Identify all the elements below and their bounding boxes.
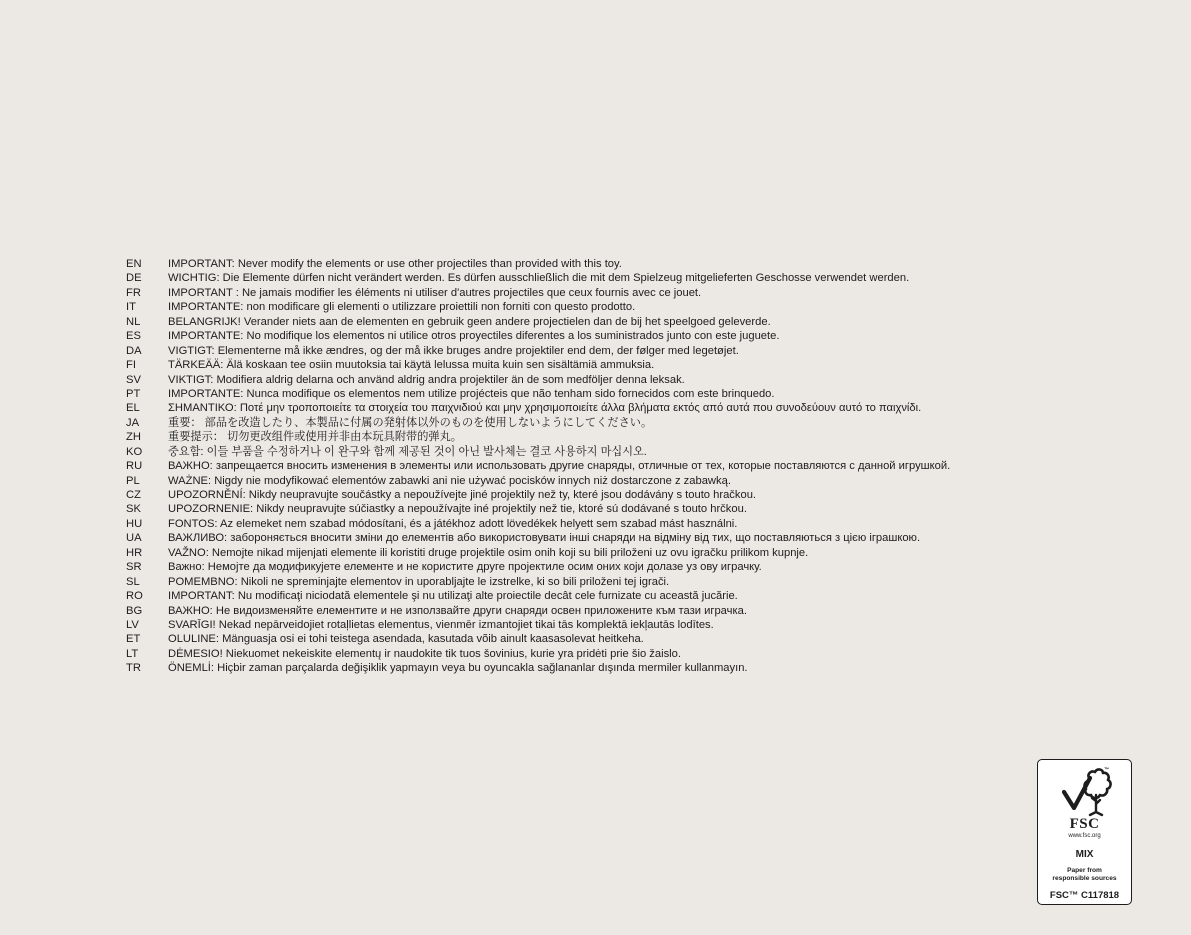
language-code: FR (126, 286, 141, 299)
warning-text: ÖNEMLİ: Hiçbir zaman parçalarda değişiklik yapmayın veya bu oyuncakla sağlananlar dışında mermiler kullanmayın. (168, 662, 748, 675)
warning-row-fr (126, 286, 1176, 300)
warning-row-ja (126, 416, 1176, 430)
warning-text: ВАЖНО: запрещается вносить изменения в элементы или использовать другие снаряды, отличные от тех, которые поставляются с данной игрушкой. (168, 460, 951, 473)
fsc-claim-line-2: responsible sources (1052, 875, 1117, 882)
fsc-wordmark: FSC (1069, 816, 1100, 832)
warning-row-nl (126, 315, 1176, 329)
warning-text: IMPORTANT : Ne jamais modifier les éléments ni utiliser d'autres projectiles que ceux fournis avec ce jouet. (168, 286, 702, 299)
warning-text: Важно: Немојте да модификујете елементе и не користите друге пројектиле осим оних који долазе уз ову играчку. (168, 561, 762, 574)
language-code: ZH (126, 431, 141, 444)
warning-row-el (126, 401, 1176, 415)
language-code: PT (126, 387, 141, 400)
warning-row-pl (126, 474, 1176, 488)
fsc-claim (1038, 867, 1131, 883)
warning-text: IMPORTANTE: No modifique los elementos ni utilice otros proyectiles diferentes a los suministrados junto con este juguete. (168, 330, 780, 343)
warning-row-cz (126, 488, 1176, 502)
warning-text: ΣΗΜΑΝΤΙΚΟ: Ποτέ μην τροποποιείτε τα στοιχεία του παιχνιδιού και μην χρησιμοποιείτε άλλα βλήματα εκτός από αυτά που συνοδεύουν αυτό το παιχνίδι. (168, 402, 922, 415)
language-code: PL (126, 474, 140, 487)
language-code: KO (126, 445, 143, 458)
language-code: HR (126, 546, 143, 559)
language-code: RU (126, 460, 143, 473)
warning-row-tr (126, 661, 1176, 675)
language-code: ET (126, 633, 141, 646)
warning-row-lv (126, 618, 1176, 632)
language-code: CZ (126, 489, 141, 501)
warning-text: ВАЖЛИВО: забороняється вносити зміни до елементів або використовувати інші снаряди на відміну від тих, що поставляються з цією іграшкою. (168, 532, 921, 545)
language-code: HU (126, 517, 143, 530)
warning-row-lt (126, 647, 1176, 661)
warning-row-sl (126, 575, 1176, 589)
language-code: RO (126, 590, 143, 603)
language-code: SL (126, 575, 140, 588)
fsc-tree-check-icon (1056, 768, 1116, 818)
warning-text: IMPORTANTE: non modificare gli elementi o utilizzare proiettili non forniti con questo prodotto. (168, 301, 636, 314)
language-code: DA (126, 344, 142, 357)
warning-text: OLULINE: Mänguasja osi ei tohi teistega asendada, kasutada võib ainult kaasasolevat heitkeha. (168, 633, 644, 646)
warning-row-en (126, 257, 1176, 271)
language-code: JA (126, 416, 140, 429)
trademark-mark: ™ (1104, 767, 1109, 773)
fsc-category-label: MIX (1075, 849, 1094, 860)
warning-row-da (126, 344, 1176, 358)
warning-text: VIGTIGT: Elementerne må ikke ændres, og der må ikke bruges andre projektiler end dem, der følger med legetøjet. (168, 344, 739, 357)
warning-row-sr (126, 560, 1176, 574)
language-code: IT (126, 301, 136, 314)
warning-row-fi (126, 358, 1176, 372)
warning-row-pt (126, 387, 1176, 401)
warning-text: IMPORTANTE: Nunca modifique os elementos nem utilize projécteis que não tenham sido fornecidos com este brinquedo. (168, 387, 775, 400)
warning-text: IMPORTANT: Never modify the elements or use other projectiles than provided with this toy. (168, 258, 622, 270)
warning-row-sv (126, 373, 1176, 387)
warning-text: ВАЖНО: Не видоизменяйте елементите и не използвайте други снаряди освен приложените към тази играчка. (168, 604, 747, 617)
language-code: SK (126, 503, 141, 516)
warning-row-it (126, 300, 1176, 314)
warning-text: WAŻNE: Nigdy nie modyfikować elementów zabawki ani nie używać pocisków innych niż dostarczone z zabawką. (168, 474, 731, 487)
warning-text: TÄRKEÄÄ: Älä koskaan tee osiin muutoksia tai käytä lelussa muita kuin sen sisältämiä ammuksia. (168, 359, 655, 372)
language-code: SV (126, 373, 141, 386)
fsc-claim-line-1: Paper from (1067, 867, 1102, 874)
warning-row-sk (126, 502, 1176, 516)
warning-text: 重要： 部品を改造したり、本製品に付属の発射体以外のものを使用しないようにしてください。 (168, 416, 653, 429)
language-code: SR (126, 561, 142, 574)
warning-row-ru (126, 459, 1176, 473)
warning-text: UPOZORNĚNÍ: Nikdy neupravujte součástky a nepoužívejte jiné projektily než ty, které jsou dodávány s touto hračkou. (168, 489, 757, 501)
warning-text: 중요함: 이들 부품을 수정하거나 이 완구와 함께 제공된 것이 아닌 발사체는 결코 사용하지 마십시오. (168, 445, 647, 458)
warning-row-hu (126, 517, 1176, 531)
warning-row-bg (126, 604, 1176, 618)
warning-row-ko (126, 445, 1176, 459)
warning-text: VAŽNO: Nemojte nikad mijenjati elemente ili koristiti druge projektile osim onih koji su bili priloženi uz ovu igračku prilikom kupnje. (168, 546, 809, 559)
warning-text: DĖMESIO! Niekuomet nekeiskite elementų ir naudokite tik tuos šovinius, kurie yra pridėti prie šio žaislo. (168, 647, 681, 660)
warning-row-de (126, 271, 1176, 285)
language-code: ES (126, 330, 141, 343)
fsc-url: www.fsc.org (1068, 833, 1101, 839)
warning-text: VIKTIGT: Modifiera aldrig delarna och använd aldrig andra projektiler än de som medföljer denna leksak. (168, 373, 685, 386)
warning-text: UPOZORNENIE: Nikdy neupravujte súčiastky a nepoužívajte iné projektily než tie, ktoré sú dodávané s touto hrčkou. (168, 503, 747, 516)
language-code: BG (126, 604, 143, 617)
safety-warning-list (126, 257, 1176, 676)
fsc-license-code: FSC™ C117818 (1049, 890, 1120, 901)
language-code: LT (126, 647, 139, 660)
language-code: LV (126, 618, 139, 631)
language-code: TR (126, 662, 141, 675)
warning-row-es (126, 329, 1176, 343)
warning-text: IMPORTANT: Nu modificaţi niciodată elementele şi nu utilizaţi alte proiectile decât cele furnizate cu această jucărie. (168, 590, 738, 603)
language-code: UA (126, 532, 142, 545)
warning-text: POMEMBNO: Nikoli ne spreminjajte elementov in uporabljajte le izstrelke, ki so bili priloženi tej igrači. (168, 575, 670, 588)
fsc-certification-label (1037, 759, 1132, 905)
warning-text: WICHTIG: Die Elemente dürfen nicht verändert werden. Es dürfen ausschließlich die mit dem Spielzeug mitgelieferten Geschosse verwendet werden. (168, 272, 910, 285)
warning-text: 重要提示： 切勿更改组件或使用并非由本玩具附带的弹丸。 (168, 431, 462, 444)
warning-text: FONTOS: Az elemeket nem szabad módosítani, és a játékhoz adott lövedékek helyett sem szabad mást használni. (168, 517, 738, 530)
warning-row-ro (126, 589, 1176, 603)
language-code: DE (126, 272, 142, 285)
language-code: EN (126, 258, 142, 270)
warning-row-et (126, 632, 1176, 646)
language-code: FI (126, 359, 136, 372)
warning-text: SVARĪGI! Nekad nepārveidojiet rotaļlietas elementus, vienmēr izmantojiet tikai tās komplektā iekļautās lodītes. (168, 618, 714, 631)
warning-text: BELANGRIJK! Verander niets aan de elementen en gebruik geen andere projectielen dan de bij het speelgoed geleverde. (168, 315, 771, 328)
language-code: NL (126, 315, 141, 328)
language-code: EL (126, 402, 140, 415)
warning-row-hr (126, 546, 1176, 560)
warning-row-ua (126, 531, 1176, 545)
warning-row-zh (126, 430, 1176, 444)
